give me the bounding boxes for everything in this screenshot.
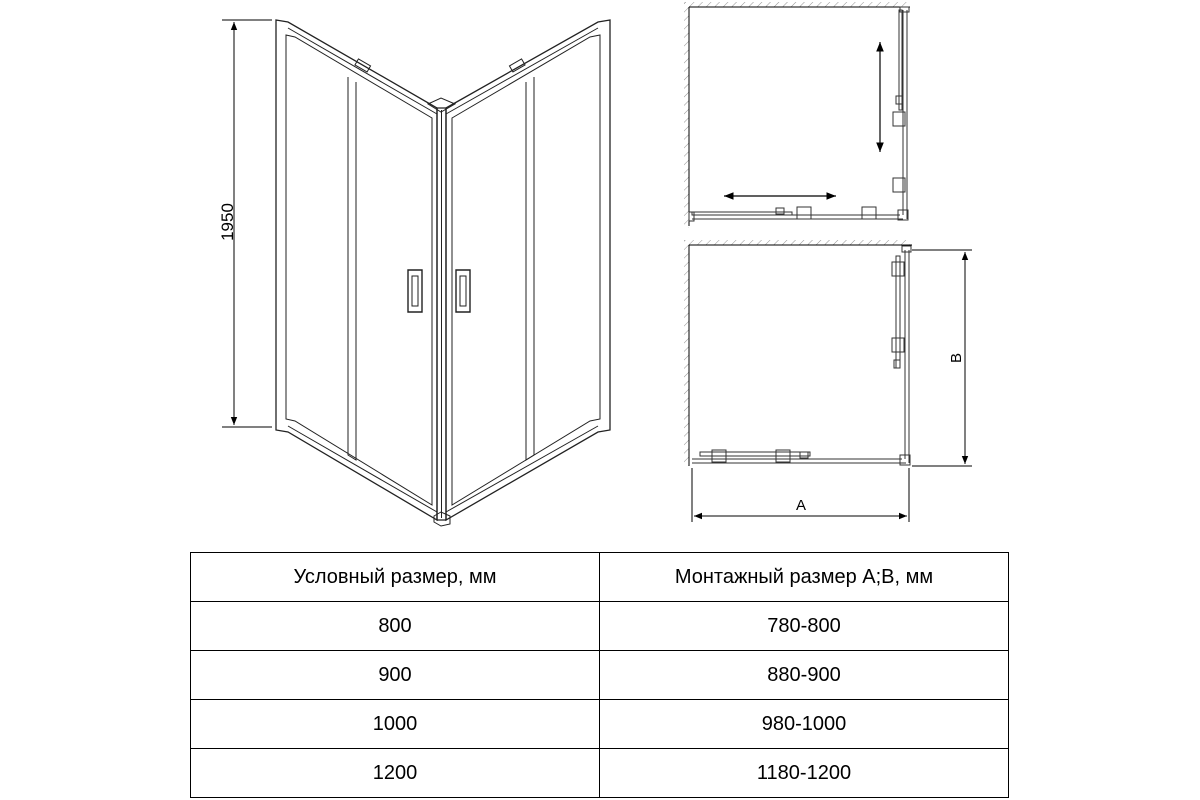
- right-panel-divider: [526, 77, 534, 460]
- left-top-rail: [288, 28, 437, 114]
- top-plan-roller-front-1: [776, 208, 784, 214]
- nominal-size-cell: 800: [191, 602, 600, 651]
- table-header-row: [191, 553, 1009, 602]
- bottom-plan-top-end: [902, 246, 911, 252]
- size-table: [190, 552, 1009, 798]
- bottom-plan-door-front: [700, 452, 810, 456]
- top-plan-roller-front-2: [862, 207, 876, 219]
- table-row: [191, 749, 1009, 798]
- bottom-plan-roller-side: [894, 360, 900, 368]
- right-roller: [509, 59, 525, 72]
- nominal-size-cell: 900: [191, 651, 600, 700]
- plan-view-bottom: [684, 240, 972, 522]
- header-mounting-size: Монтажный размер A;B, мм: [600, 553, 1009, 602]
- table-row: [191, 602, 1009, 651]
- bottom-plan-roller-front: [800, 452, 808, 458]
- table-row: [191, 651, 1009, 700]
- top-plan-wall-left: [684, 2, 689, 228]
- mounting-size-cell: 880-900: [600, 651, 1009, 700]
- mounting-size-cell: 1180-1200: [600, 749, 1009, 798]
- bottom-plan-wall-left: [684, 240, 689, 466]
- left-panel-divider: [348, 77, 356, 460]
- right-door-handle-inner: [460, 276, 466, 306]
- left-door-handle-inner: [412, 276, 418, 306]
- top-plan-wall-top: [684, 2, 910, 7]
- mounting-size-cell: 980-1000: [600, 700, 1009, 749]
- bottom-plan-wall-top: [684, 240, 910, 245]
- top-plan-fixed-side: [899, 10, 902, 110]
- dimension-b-label: B: [948, 352, 965, 364]
- table-row: [191, 700, 1009, 749]
- header-nominal-size: Условный размер, мм: [191, 553, 600, 602]
- right-top-rail: [446, 28, 598, 114]
- enclosure-perspective: [276, 20, 610, 526]
- plan-view-top: [684, 2, 910, 228]
- nominal-size-cell: 1000: [191, 700, 600, 749]
- height-dimension: [218, 20, 272, 427]
- bottom-plan-door-side: [896, 256, 900, 368]
- left-bottom-rail: [288, 426, 437, 512]
- right-bottom-rail: [446, 426, 598, 512]
- nominal-size-cell: 1200: [191, 749, 600, 798]
- mounting-size-cell: 780-800: [600, 602, 1009, 651]
- bottom-plan-handle-side-2: [892, 338, 904, 352]
- height-label: 1950: [218, 203, 237, 241]
- dimension-a-label: A: [795, 497, 807, 514]
- bottom-plan-handle-side-1: [892, 262, 904, 276]
- top-plan-handle-front: [797, 207, 811, 219]
